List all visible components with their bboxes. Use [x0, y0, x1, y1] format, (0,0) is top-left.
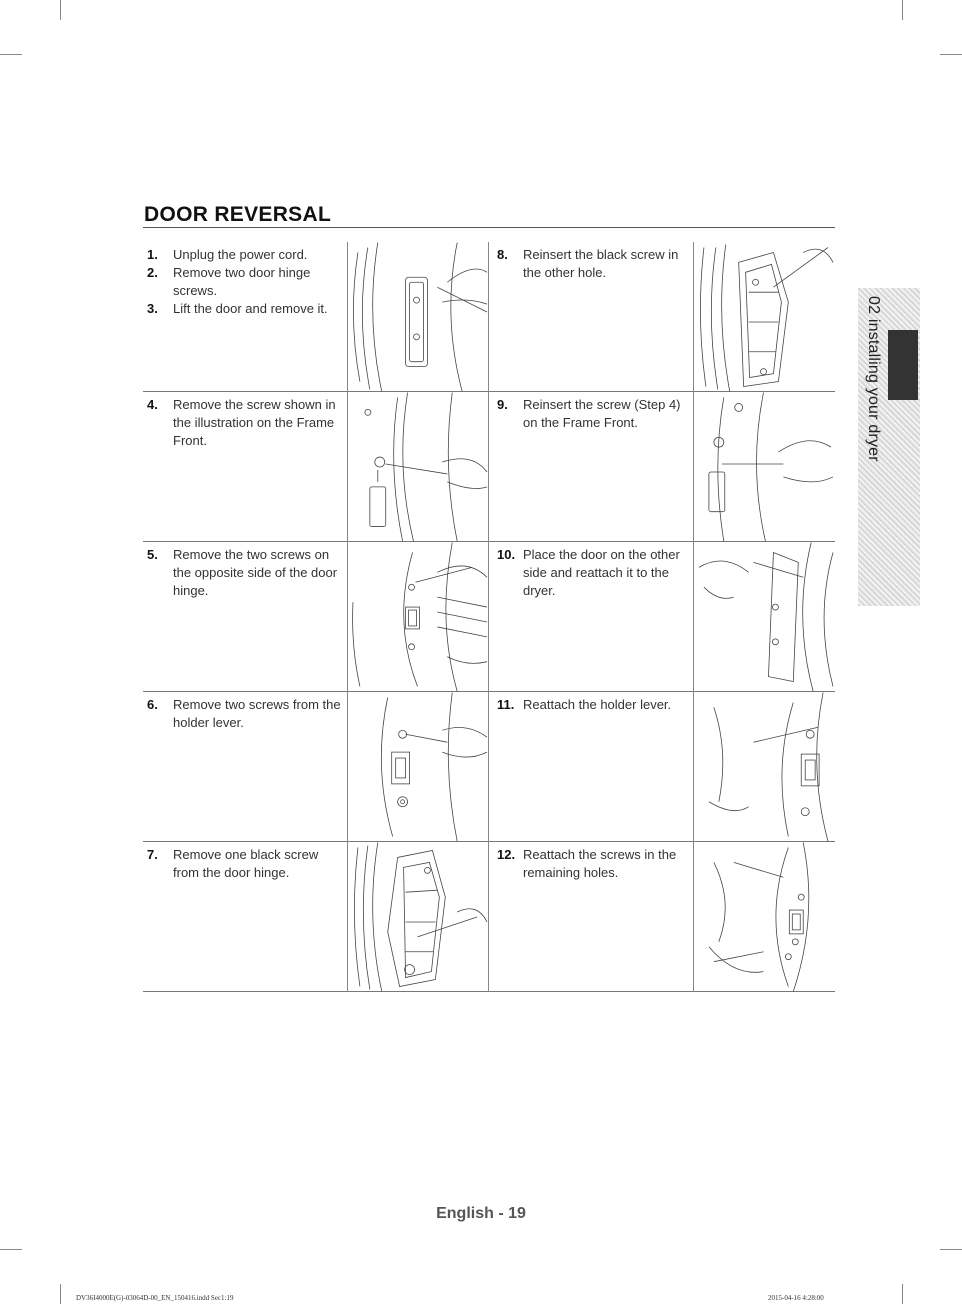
step-illustration — [347, 842, 488, 992]
step-illustration — [347, 242, 488, 392]
step-text-cell — [493, 696, 693, 714]
step-text-cell — [143, 396, 343, 450]
step-item: 6. Remove two screws from the holder lever. — [147, 697, 341, 730]
step-text-cell — [493, 246, 693, 282]
step-item: 7. Remove one black screw from the door hinge. — [147, 847, 319, 880]
steps-row — [143, 542, 835, 692]
step-item: 3. Lift the door and remove it. — [147, 301, 328, 316]
chapter-side-tab-label: 02 installing your dryer — [865, 296, 882, 462]
crop-mark — [902, 0, 903, 20]
column-divider — [488, 692, 489, 842]
crop-mark — [60, 0, 61, 20]
step-text-cell — [143, 246, 343, 318]
step-illustration — [347, 542, 488, 692]
section-title: DOOR REVERSAL — [144, 203, 332, 226]
print-slug-date: 2015-04-16 4:28:00 — [768, 1294, 824, 1302]
side-tab-marker — [888, 330, 918, 400]
step-text-cell — [143, 696, 343, 732]
step-item: 5. Remove the two screws on the opposite side of the door hinge. — [147, 547, 338, 598]
step-text-cell — [493, 846, 693, 882]
step-illustration — [693, 242, 835, 392]
step-illustration — [347, 392, 488, 542]
crop-mark — [940, 54, 962, 55]
page-number: English - 19 — [436, 1205, 526, 1222]
step-item: 12. Reattach the screws in the remaining holes. — [497, 847, 677, 880]
step-illustration — [347, 692, 488, 842]
column-divider — [488, 242, 489, 392]
step-item: 9. Reinsert the screw (Step 4) on the Frame Front. — [497, 397, 681, 430]
crop-mark — [0, 1249, 22, 1250]
steps-row — [143, 842, 835, 992]
step-text-cell — [493, 396, 693, 432]
step-item: 11. Reattach the holder lever. — [497, 697, 672, 712]
step-text-cell — [493, 546, 693, 600]
crop-mark — [0, 54, 22, 55]
crop-mark — [902, 1284, 903, 1304]
column-divider — [488, 542, 489, 692]
crop-mark — [940, 1249, 962, 1250]
step-text-cell — [143, 846, 343, 882]
step-illustration — [693, 542, 835, 692]
column-divider — [488, 842, 489, 992]
step-item: 10. Place the door on the other side and reattach it to the dryer. — [497, 547, 680, 598]
print-slug-file: DV36I4000E(G)-03064D-00_EN_150416.indd Sec1:19 — [76, 1294, 234, 1302]
column-divider — [488, 392, 489, 542]
step-item: 1. Unplug the power cord. — [147, 247, 308, 262]
crop-mark — [60, 1284, 61, 1304]
step-illustration — [693, 842, 835, 992]
steps-row — [143, 242, 835, 392]
step-illustration — [693, 692, 835, 842]
step-item: 2. Remove two door hinge screws. — [147, 265, 311, 298]
steps-row — [143, 692, 835, 842]
step-illustration — [693, 392, 835, 542]
step-text-cell — [143, 546, 343, 600]
title-rule — [143, 227, 835, 228]
steps-grid — [143, 242, 835, 992]
steps-row — [143, 392, 835, 542]
step-item: 8. Reinsert the black screw in the other hole. — [497, 247, 679, 280]
step-item: 4. Remove the screw shown in the illustration on the Frame Front. — [147, 397, 336, 448]
